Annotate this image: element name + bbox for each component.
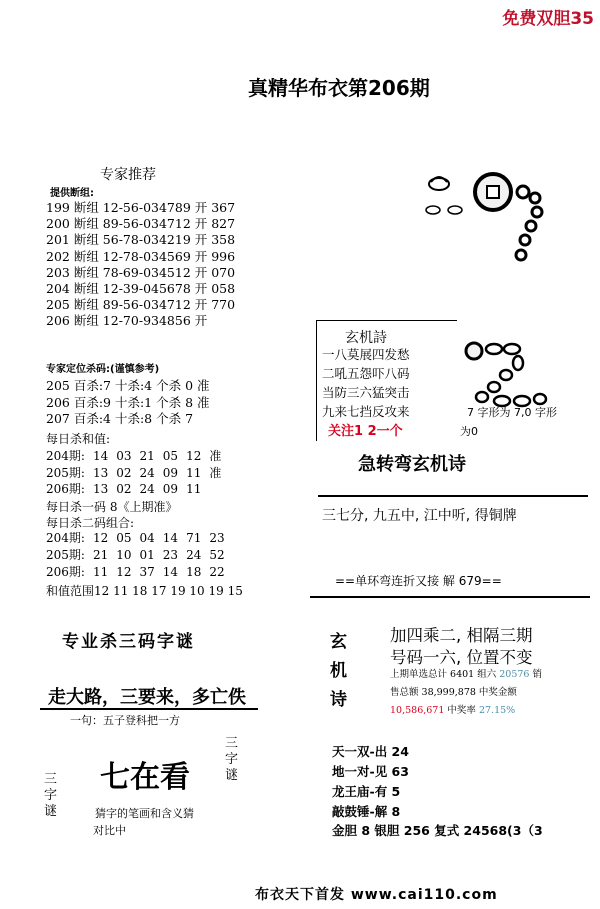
list-item: 202 断组 12-78-034569 开 996 — [46, 248, 236, 264]
tip-line: 敲鼓锤-解 8 — [332, 804, 401, 819]
bend-poem-line: 三七分, 九五中, 江中听, 得铜牌 — [322, 508, 517, 524]
list-item: 205 百杀:7 十杀:4 个杀 0 准 — [46, 378, 210, 393]
list-item: 199 断组 12-56-034789 开 367 — [46, 200, 236, 215]
table-row — [46, 448, 229, 465]
focus-line: 关注1 2一个 — [328, 424, 403, 439]
table-row — [46, 465, 229, 482]
table-cell: 24 — [139, 482, 155, 496]
chain-illustration — [458, 335, 548, 413]
table-cell: 21 — [92, 548, 109, 562]
table-cell: 13 — [92, 482, 109, 496]
tip-line: 地一对-见 63 — [332, 764, 409, 779]
page-title: 真精华布衣第206期 — [248, 76, 430, 100]
duanzu-list — [46, 200, 235, 330]
table-cell: 71 — [186, 531, 202, 545]
table-cell: 01 — [139, 548, 155, 562]
table-cell: 14 — [162, 565, 179, 579]
table-row — [46, 530, 233, 547]
table-cell: 18 — [186, 565, 202, 579]
list-item: 204 断组 12-39-045678 开 058 — [46, 281, 236, 297]
table-cell: 12 — [186, 449, 202, 463]
table-cell: 205期: — [46, 548, 85, 562]
table-cell — [209, 481, 229, 498]
riddle-note: 猜字的笔画和含义猜 — [95, 807, 194, 820]
table-cell: 24 — [139, 465, 155, 480]
tip-line: 龙王庙-有 5 — [332, 784, 401, 799]
table-cell: 10 — [116, 548, 132, 562]
divider — [40, 708, 258, 710]
coins-illustration — [425, 162, 555, 267]
table-cell: 11 — [92, 565, 109, 579]
riddle-note: 对比中 — [93, 824, 126, 837]
sales-value: 27.15% — [478, 705, 516, 716]
list-item: 200 断组 89-56-034712 开 827 — [46, 216, 236, 232]
divider — [318, 495, 588, 497]
table-cell: 13 — [92, 465, 109, 480]
dingwei-label: 专家定位杀码:(谨慎参考) — [46, 364, 160, 375]
vertical-poem-label: 玄机诗 — [330, 632, 347, 710]
range-line: 和值范围12 11 18 17 19 10 19 15 — [46, 584, 243, 598]
table-cell: 206期: — [46, 482, 85, 496]
chain-note: 为0 — [460, 425, 478, 438]
hezhi-table — [46, 448, 229, 498]
poem-line: 加四乘二, 相隔三期 — [390, 626, 533, 645]
big-riddle: 七在看 — [100, 760, 190, 795]
two-code-table — [46, 530, 233, 581]
footer-source: 布衣天下首发 www.cai110.com — [255, 887, 498, 903]
list-item: 206 百杀:9 十杀:1 个杀 8 准 — [46, 394, 210, 410]
table-cell: 23 — [209, 531, 225, 545]
table-cell: 05 — [162, 449, 179, 463]
list-item: 205 断组 89-56-034712 开 770 — [46, 297, 236, 313]
sales-value: 10,586,671 — [390, 705, 445, 716]
table-cell: 204期: — [46, 531, 85, 545]
table-cell: 12 — [92, 531, 109, 545]
list-item: 207 百杀:4 十杀:8 个杀 7 — [46, 411, 194, 426]
table-cell: 12 — [116, 565, 132, 579]
sales-value: 20576 — [499, 669, 530, 680]
list-item: 206 断组 12-70-934856 开 — [46, 313, 208, 329]
table-cell: 23 — [162, 548, 179, 562]
table-cell: 11 — [186, 482, 202, 496]
table-cell: 206期: — [46, 565, 85, 579]
table-row — [46, 481, 229, 498]
chain-note: 7 字形为 7,0 字形 — [467, 406, 557, 419]
poem-line: 九来七挡反攻来 — [322, 404, 410, 419]
table-cell: 02 — [116, 465, 132, 480]
riddle-hint: 一句：五子登科把一方 — [70, 714, 180, 727]
right-vertical-label: 三字谜 — [225, 736, 239, 783]
table-cell: 准 — [209, 465, 222, 480]
table-cell: 22 — [209, 565, 225, 579]
left-vertical-label: 三字谜 — [44, 772, 58, 819]
table-row — [46, 547, 233, 564]
sales-stat: 售总额 38,999,878 中奖金额 — [390, 687, 517, 698]
poem-title: 玄机詩 — [345, 330, 387, 346]
poem-line: 号码一六, 位置不变 — [390, 648, 533, 667]
table-cell: 02 — [116, 482, 132, 496]
table-cell: 09 — [162, 465, 179, 480]
sales-text: 中奖率 — [444, 705, 476, 716]
divider — [310, 596, 590, 598]
corner-badge: 免费双胆35 — [502, 9, 594, 29]
poem-line: 当防三六猛突击 — [322, 385, 410, 400]
hezhi-label: 每日杀和值: — [46, 432, 111, 446]
riddle-line: 走大路，三要来，多亡佚 — [48, 687, 246, 708]
dingwei-list — [46, 378, 210, 428]
poem-line: 一八莫展四发愁 — [322, 347, 410, 362]
poem-line: 二吼五怨吓八码 — [322, 366, 410, 381]
one-code-line: 每日杀一码 8《上期准》 — [46, 500, 178, 514]
loop-line: ==单环弯连折又接 解 679== — [335, 574, 502, 588]
table-cell: 04 — [139, 531, 155, 545]
table-cell: 05 — [116, 531, 132, 545]
table-cell: 21 — [139, 449, 155, 463]
table-cell: 11 — [186, 465, 202, 480]
kill3-title: 专业杀三码字谜 — [62, 632, 195, 652]
table-cell: 准 — [209, 449, 222, 463]
table-cell: 09 — [162, 482, 179, 496]
sales-text: 上期单选总计 6401 组六 — [390, 669, 497, 680]
table-cell: 204期: — [46, 449, 85, 463]
table-cell: 52 — [209, 548, 225, 562]
tip-line: 天一双-出 24 — [332, 744, 409, 759]
table-cell: 03 — [116, 449, 132, 463]
tip-line: 金胆 8 银胆 256 复式 24568(3（3 — [332, 823, 543, 838]
sales-text: 销 — [529, 669, 543, 680]
list-item: 201 断组 56-78-034219 开 358 — [46, 232, 236, 248]
expert-section-title: 专家推荐 — [100, 167, 156, 183]
table-cell: 205期: — [46, 465, 85, 480]
table-cell: 14 — [162, 531, 179, 545]
sales-stat — [390, 702, 515, 716]
list-item: 203 断组 78-69-034512 开 070 — [46, 264, 236, 280]
duanzu-label: 提供断组: — [50, 188, 94, 199]
table-cell: 14 — [92, 449, 109, 463]
sales-stat — [390, 666, 542, 680]
table-row — [46, 564, 233, 581]
table-cell: 37 — [139, 565, 155, 579]
table-cell: 24 — [186, 548, 202, 562]
two-code-label: 每日杀二码组合: — [46, 516, 135, 530]
bend-poem-title: 急转弯玄机诗 — [358, 454, 466, 475]
